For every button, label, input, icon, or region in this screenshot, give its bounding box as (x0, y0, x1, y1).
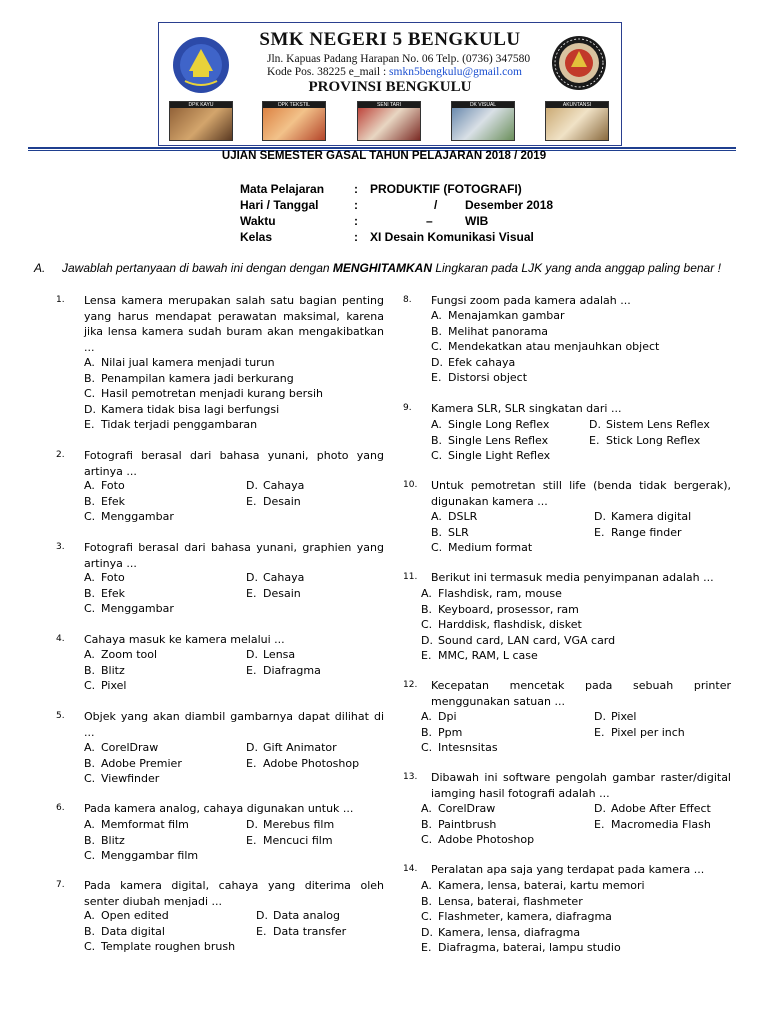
option-text: Pixel per inch (611, 725, 685, 739)
option-letter: A. (84, 356, 95, 369)
option-letter: D. (594, 510, 606, 523)
option-text: Foto (101, 571, 125, 584)
option-letter: C. (421, 741, 433, 754)
answer-option[interactable] (431, 417, 549, 433)
option-text: Efek (101, 586, 125, 600)
option-letter: A. (84, 479, 95, 492)
option-text: CorelDraw (438, 802, 496, 815)
answer-option[interactable] (246, 663, 321, 679)
option-letter: B. (84, 371, 96, 385)
answer-option[interactable] (431, 448, 550, 464)
answer-option[interactable] (431, 308, 565, 324)
question-number: 6. (56, 803, 65, 813)
colon: : (354, 230, 358, 244)
option-text: Sistem Lens Reflex (606, 418, 710, 431)
answer-option[interactable] (256, 908, 340, 924)
option-text: SLR (448, 525, 469, 539)
option-letter: B. (84, 494, 96, 508)
photo-dk-visual (451, 101, 515, 141)
answer-option[interactable] (84, 494, 125, 510)
option-letter: C. (431, 449, 443, 462)
option-text: Single Lens Reflex (448, 433, 549, 447)
option-text: Mendekatkan atau menjauhkan object (448, 340, 660, 353)
answer-option[interactable] (246, 494, 301, 510)
option-text: Lensa (263, 648, 296, 661)
option-text: Single Long Reflex (448, 418, 550, 431)
answer-option[interactable] (246, 647, 295, 663)
option-text: Kamera digital (611, 510, 692, 523)
answer-option[interactable] (589, 417, 710, 433)
answer-option[interactable] (421, 617, 582, 633)
answer-option[interactable] (84, 771, 159, 787)
option-text: Kamera, lensa, diafragma (438, 925, 581, 939)
option-letter: A. (431, 418, 442, 431)
answer-option[interactable] (421, 817, 496, 833)
option-letter: D. (594, 710, 606, 723)
option-letter: D. (246, 818, 258, 831)
option-letter: B. (84, 586, 96, 600)
answer-option[interactable] (431, 433, 548, 449)
option-letter: E. (421, 649, 432, 662)
option-letter: D. (431, 355, 443, 369)
question-stem: Pada kamera digital, cahaya yang diterima oleh senter diubah menjadi ... (84, 879, 384, 908)
option-letter: C. (421, 618, 433, 631)
option-text: Menggambar (101, 510, 174, 523)
answer-option[interactable] (431, 540, 532, 556)
option-letter: A. (84, 909, 95, 922)
option-letter: A. (431, 309, 442, 322)
option-text: Paintbrush (438, 817, 497, 831)
option-text: Ppm (438, 725, 463, 739)
option-letter: C. (421, 910, 433, 923)
photo-caption: DK VISUAL (452, 102, 514, 108)
answer-option[interactable] (589, 433, 700, 449)
date-slash: / (434, 198, 438, 212)
answer-option[interactable] (421, 740, 498, 756)
colon: : (354, 182, 358, 196)
answer-option[interactable] (246, 817, 334, 833)
option-letter: C. (84, 679, 96, 692)
option-letter: D. (421, 925, 433, 939)
option-text: Flashmeter, kamera, diafragma (438, 910, 612, 923)
option-letter: D. (246, 479, 258, 492)
answer-option[interactable] (246, 570, 304, 586)
instruction-after: Lingkaran pada LJK yang anda anggap paling benar ! (432, 261, 721, 275)
answer-option[interactable] (84, 924, 165, 940)
question-number: 12. (403, 680, 418, 690)
header-divider (28, 147, 736, 149)
option-text: Menggambar film (101, 849, 199, 862)
question-stem: Fungsi zoom pada kamera adalah ... (431, 294, 631, 307)
option-text: Data digital (101, 924, 165, 938)
option-letter: A. (421, 802, 432, 815)
school-seal-logo (551, 35, 607, 91)
option-letter: C. (84, 602, 96, 615)
question-stem: Untuk pemotretan still life (benda tidak bergerak), digunakan kamera ... (431, 479, 731, 508)
answer-option[interactable] (84, 386, 323, 402)
option-text: Cahaya (263, 571, 305, 584)
answer-option[interactable] (84, 478, 125, 494)
option-text: Blitz (101, 663, 125, 677)
answer-option[interactable] (246, 833, 333, 849)
answer-option[interactable] (84, 371, 294, 387)
answer-option[interactable] (84, 678, 126, 694)
answer-option[interactable] (594, 725, 685, 741)
answer-option[interactable] (594, 709, 636, 725)
option-letter: A. (421, 587, 432, 600)
option-text: Penampilan kamera jadi berkurang (101, 371, 294, 385)
question-number: 10. (403, 480, 418, 490)
option-text: Melihat panorama (448, 324, 549, 338)
question-stem: Pada kamera analog, cahaya digunakan untuk ... (84, 802, 354, 815)
colon: : (354, 214, 358, 228)
answer-option[interactable] (421, 940, 621, 956)
option-letter: E. (431, 371, 442, 384)
option-letter: C. (431, 340, 443, 353)
school-name: SMK NEGERI 5 BENGKULU (259, 29, 521, 50)
section-letter: A. (34, 261, 46, 275)
answer-option[interactable] (421, 648, 538, 664)
question-stem: Fotografi berasal dari bahasa yunani, graphien yang artinya ... (84, 541, 384, 570)
class-label: Kelas (240, 230, 273, 244)
answer-option[interactable] (421, 832, 534, 848)
option-letter: B. (84, 756, 96, 770)
option-text: Diafragma (263, 663, 321, 677)
option-letter: C. (84, 387, 96, 400)
answer-option[interactable] (431, 509, 477, 525)
answer-option[interactable] (84, 740, 158, 756)
option-text: Sound card, LAN card, VGA card (438, 633, 616, 647)
option-letter: E. (589, 433, 600, 447)
option-text: Dpi (438, 710, 457, 723)
question-stem: Lensa kamera merupakan salah satu bagian penting yang harus mendapat perawatan maksimal, karena jika lensa kamera sudah buram akan mengakibatkan ... (84, 294, 384, 354)
option-letter: B. (421, 602, 433, 616)
option-text: Lensa, baterai, flashmeter (438, 894, 583, 908)
option-text: Adobe After Effect (611, 802, 711, 815)
option-text: Kamera tidak bisa lagi berfungsi (101, 402, 280, 416)
date-label: Hari / Tanggal (240, 198, 319, 212)
department-photos (163, 101, 617, 141)
option-letter: C. (421, 833, 433, 846)
option-letter: E. (594, 525, 605, 539)
option-letter: D. (246, 648, 258, 661)
question-number: 2. (56, 450, 65, 460)
option-letter: E. (246, 586, 257, 600)
photo-akuntansi (545, 101, 609, 141)
option-letter: B. (431, 433, 443, 447)
exam-title: UJIAN SEMESTER GASAL TAHUN PELAJARAN 2018 / 2019 (221, 150, 547, 162)
option-text: Tidak terjadi penggambaran (101, 418, 258, 431)
answer-option[interactable] (421, 878, 645, 894)
answer-option[interactable] (594, 509, 691, 525)
option-text: Adobe Premier (101, 756, 182, 770)
question-number: 3. (56, 542, 65, 552)
answer-option[interactable] (431, 324, 548, 340)
question-number: 9. (403, 403, 412, 413)
option-text: CorelDraw (101, 741, 159, 754)
instruction-before: Jawablah pertanyaan di bawah ini dengan dengan (62, 261, 333, 275)
colon: : (354, 198, 358, 212)
option-letter: E. (246, 494, 257, 508)
answer-option[interactable] (421, 633, 615, 649)
option-letter: C. (84, 510, 96, 523)
option-letter: A. (421, 879, 432, 892)
option-text: Nilai jual kamera menjadi turun (101, 356, 275, 369)
answer-option[interactable] (431, 370, 527, 386)
answer-option[interactable] (84, 402, 279, 418)
question-number: 7. (56, 880, 65, 890)
time-dash: – (426, 214, 433, 228)
answer-option[interactable] (594, 801, 711, 817)
option-text: Efek cahaya (448, 355, 516, 369)
answer-option[interactable] (84, 586, 125, 602)
province-name: PROVINSI BENGKULU (308, 79, 472, 95)
option-letter: C. (84, 940, 96, 953)
option-letter: C. (84, 849, 96, 862)
option-letter: A. (84, 571, 95, 584)
option-letter: E. (421, 941, 432, 954)
option-text: Efek (101, 494, 125, 508)
school-address (247, 53, 567, 79)
answer-option[interactable] (246, 478, 304, 494)
option-letter: E. (246, 663, 257, 677)
option-text: Mencuci film (263, 833, 333, 847)
option-letter: E. (256, 924, 267, 938)
answer-option[interactable] (421, 725, 462, 741)
option-text: Desain (263, 494, 301, 508)
answer-option[interactable] (84, 939, 235, 955)
option-text: Cahaya (263, 479, 305, 492)
option-text: Memformat film (101, 818, 189, 831)
option-letter: A. (431, 510, 442, 523)
option-text: Open edited (101, 909, 169, 922)
option-text: Range finder (611, 525, 682, 539)
option-text: Viewfinder (101, 772, 160, 785)
option-text: Single Light Reflex (448, 449, 551, 462)
option-text: Harddisk, flashdisk, disket (438, 618, 582, 631)
option-letter: E. (246, 833, 257, 847)
answer-option[interactable] (84, 756, 182, 772)
photo-dpk-tekstil (262, 101, 326, 141)
subject-value: PRODUKTIF (FOTOGRAFI) (370, 182, 522, 196)
option-text: Data transfer (273, 924, 347, 938)
answer-option[interactable] (431, 355, 515, 371)
answer-option[interactable] (421, 909, 612, 925)
answer-option[interactable] (84, 509, 174, 525)
photo-caption: SENI TARI (358, 102, 420, 108)
option-text: Adobe Photoshop (263, 756, 360, 770)
option-letter: A. (84, 648, 95, 661)
option-text: Kamera, lensa, baterai, kartu memori (438, 879, 645, 892)
answer-option[interactable] (594, 817, 711, 833)
answer-option[interactable] (246, 740, 337, 756)
subject-label: Mata Pelajaran (240, 182, 325, 196)
answer-option[interactable] (246, 586, 301, 602)
option-letter: B. (84, 833, 96, 847)
option-letter: C. (84, 772, 96, 785)
option-letter: A. (84, 818, 95, 831)
option-letter: A. (84, 741, 95, 754)
answer-option[interactable] (84, 417, 257, 433)
answer-option[interactable] (594, 525, 682, 541)
answer-option[interactable] (421, 801, 495, 817)
answer-option[interactable] (84, 908, 169, 924)
question-stem: Cahaya masuk ke kamera melalui ... (84, 633, 285, 646)
answer-option[interactable] (421, 925, 580, 941)
option-letter: B. (431, 324, 443, 338)
photo-dpk-kayu (169, 101, 233, 141)
option-text: Blitz (101, 833, 125, 847)
question-stem: Dibawah ini software pengolah gambar raster/digital iamging hasil fotografi adalah ... (431, 771, 731, 800)
option-text: Diafragma, baterai, lampu studio (438, 941, 621, 954)
instruction-bold: MENGHITAMKAN (332, 261, 432, 275)
option-letter: D. (84, 402, 96, 416)
option-letter: E. (594, 817, 605, 831)
option-text: Stick Long Reflex (606, 433, 701, 447)
option-text: Macromedia Flash (611, 817, 711, 831)
time-label: Waktu (240, 214, 276, 228)
option-text: Hasil pemotretan menjadi kurang bersih (101, 387, 323, 400)
question-number: 11. (403, 572, 418, 582)
option-text: Zoom tool (101, 648, 158, 661)
option-text: Data analog (273, 909, 340, 922)
option-letter: B. (84, 663, 96, 677)
option-text: Pixel (101, 679, 127, 692)
answer-option[interactable] (84, 848, 198, 864)
option-letter: B. (421, 817, 433, 831)
postal-code: Kode Pos. 38225 e_mail : (267, 66, 390, 78)
photo-caption: DPK KAYU (170, 102, 232, 108)
letterhead (158, 22, 622, 146)
option-text: Merebus film (263, 818, 335, 831)
question-number: 8. (403, 295, 412, 305)
answer-option[interactable] (421, 709, 457, 725)
date-value: Desember 2018 (465, 198, 554, 212)
option-text: Medium format (448, 541, 533, 554)
option-text: Gift Animator (263, 741, 337, 754)
answer-option[interactable] (431, 339, 659, 355)
answer-option[interactable] (84, 355, 275, 371)
option-text: Desain (263, 586, 301, 600)
school-email: smkn5bengkulu@gmail.com (389, 66, 522, 78)
option-text: Foto (101, 479, 125, 492)
option-letter: A. (421, 710, 432, 723)
option-text: Keyboard, prosessor, ram (438, 602, 579, 616)
class-value: XI Desain Komunikasi Visual (370, 230, 534, 244)
question-stem: Berikut ini termasuk media penyimpanan adalah ... (431, 571, 714, 584)
option-text: Distorsi object (448, 371, 528, 384)
option-text: Pixel (611, 710, 637, 723)
question-stem: Objek yang akan diambil gambarnya dapat dilihat di ... (84, 710, 384, 739)
photo-caption: DPK TEKSTIL (263, 102, 325, 108)
option-text: Template roughen brush (101, 940, 236, 953)
question-number: 5. (56, 711, 65, 721)
answer-option[interactable] (431, 525, 469, 541)
option-letter: B. (421, 894, 433, 908)
answer-option[interactable] (84, 833, 125, 849)
question-number: 1. (56, 295, 65, 305)
option-letter: E. (594, 725, 605, 739)
option-text: Adobe Photoshop (438, 833, 535, 846)
question-number: 13. (403, 772, 418, 782)
answer-option[interactable] (84, 601, 174, 617)
option-letter: D. (594, 802, 606, 815)
answer-option[interactable] (84, 647, 157, 663)
option-text: Menggambar (101, 602, 174, 615)
postal-email-line (267, 66, 567, 79)
address-line: Jln. Kapuas Padang Harapan No. 06 Telp. (0736) 347580 (267, 53, 531, 65)
option-letter: B. (421, 725, 433, 739)
answer-option[interactable] (84, 570, 125, 586)
option-text: MMC, RAM, L case (438, 649, 538, 662)
question-number: 14. (403, 864, 418, 874)
question-stem: Kecepatan mencetak pada sebuah printer menggunakan satuan ... (431, 679, 731, 708)
instruction-text (62, 260, 732, 276)
question-stem: Fotografi berasal dari bahasa yunani, photo yang artinya ... (84, 449, 384, 478)
option-letter: E. (84, 418, 95, 431)
option-text: Flashdisk, ram, mouse (438, 587, 562, 600)
question-stem: Kamera SLR, SLR singkatan dari ... (431, 402, 622, 415)
photo-caption: AKUNTANSI (546, 102, 608, 108)
photo-seni-tari (357, 101, 421, 141)
option-text: Menajamkan gambar (448, 309, 565, 322)
time-value: WIB (465, 214, 489, 228)
option-letter: D. (589, 418, 601, 431)
option-letter: D. (256, 909, 268, 922)
answer-option[interactable] (84, 663, 125, 679)
option-text: DSLR (448, 510, 478, 523)
option-letter: B. (84, 924, 96, 938)
answer-option[interactable] (421, 586, 562, 602)
option-text: Intesnsitas (438, 741, 498, 754)
option-letter: B. (431, 525, 443, 539)
question-stem: Peralatan apa saja yang terdapat pada kamera ... (431, 863, 705, 876)
answer-option[interactable] (421, 602, 579, 618)
option-letter: E. (246, 756, 257, 770)
answer-option[interactable] (256, 924, 346, 940)
option-letter: D. (246, 741, 258, 754)
answer-option[interactable] (246, 756, 359, 772)
option-letter: D. (421, 633, 433, 647)
question-number: 4. (56, 634, 65, 644)
answer-option[interactable] (421, 894, 583, 910)
option-letter: C. (431, 541, 443, 554)
option-letter: D. (246, 571, 258, 584)
answer-option[interactable] (84, 817, 189, 833)
